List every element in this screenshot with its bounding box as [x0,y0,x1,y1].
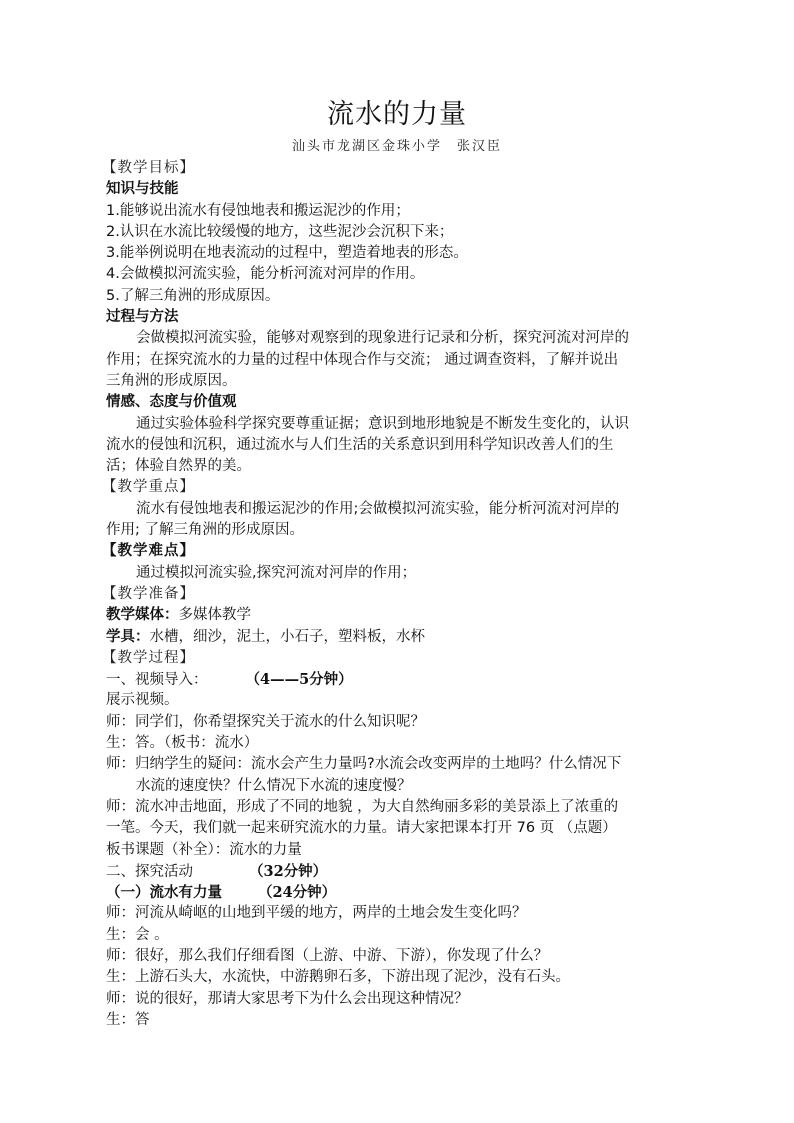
dialogue-line: 板书课题（补全）：流水的力量 [106,841,302,858]
part1-time: （4——5分钟） [245,671,353,689]
media-label: 教学媒体： [106,607,179,624]
media-line [106,605,696,626]
part1-label: 一、视频导入： [106,672,208,689]
teaching-process-heading: 【教学过程】 [102,649,195,666]
dialogue-line: 一笔。今天，我们就一起来研究流水的力量。请大家把课本打开 76 页 （点题） [106,820,617,837]
dialogue-line: 生：上游石头大，水流快，中游鹅卵石多，下游出现了泥沙，没有石头。 [106,969,570,986]
knowledge-item: 1.能够说出流水有侵蚀地表和搬运泥沙的作用； [106,202,410,219]
knowledge-item: 4.会做模拟河流实验，能分析河流对河岸的作用。 [106,266,425,283]
dialogue-line: 师：很好，那么我们仔细看图（上游、中游、下游），你发现了什么？ [106,947,549,964]
knowledge-item: 3.能举例说明在地表流动的过程中，塑造着地表的形态。 [106,245,468,262]
dialogue-line: 生：答。（板书：流水） [106,735,259,752]
paragraph-line: 通过模拟河流实验,探究河流对河岸的作用； [136,564,417,581]
paragraph-line: 会做模拟河流实验，能够对观察到的现象进行记录和分析，探究河流对河岸的 [136,330,629,347]
dialogue-line: 生：会 。 [106,926,169,943]
dialogue-line: 师：流水冲击地面，形成了不同的地貌 ，为大自然绚丽多彩的美景添上了浓重的 [106,798,619,815]
dialogue-line: 师：归纳学生的疑问：流水会产生力量吗?水流会改变两岸的土地吗？什么情况下 [106,756,622,773]
paragraph-line: 三角洲的形成原因。 [106,372,237,389]
dialogue-line: 展示视频。 [106,692,179,709]
paragraph-line: 作用；在探究流水的力量的过程中体现合作与交流； 通过调查资料，了解并说出 [106,351,619,368]
difficulties-heading: 【教学难点】 [102,543,195,560]
dialogue-line: 水流的速度快？什么情况下水流的速度慢？ [136,777,412,794]
preparation-heading: 【教学准备】 [102,585,195,602]
attitude-heading: 情感、态度与价值观 [106,394,237,411]
paragraph-line: 流水的侵蚀和沉积，通过流水与人们生活的关系意识到用科学知识改善人们的生 [106,436,614,453]
knowledge-item: 5.了解三角洲的形成原因。 [106,287,280,304]
dialogue-line: 生：答 [106,1011,150,1028]
part2-sub-heading [106,882,696,903]
knowledge-heading: 知识与技能 [106,181,179,198]
tools-label: 学具： [106,628,150,645]
paragraph-line: 流水有侵蚀地表和搬运泥沙的作用;会做模拟河流实验，能分析河流对河岸的 [136,500,620,517]
objectives-heading: 【教学目标】 [102,160,195,176]
knowledge-item: 2.认识在水流比较缓慢的地方，这些泥沙会沉积下来； [106,223,454,240]
document-title: 流水的力量 [327,99,467,130]
paragraph-line: 作用; 了解三角洲的形成原因。 [106,522,304,539]
dialogue-line: 师：河流从崎岖的山地到平缓的地方，两岸的土地会发生变化吗？ [106,905,527,922]
part2-sub-label: （一）流水有力量 [106,885,222,902]
media-value: 多媒体教学 [178,607,251,624]
part1-heading [106,669,696,690]
part2-time: （32分钟） [249,862,328,880]
document-body [102,158,696,1031]
dialogue-line: 师：说的很好，那请大家思考下为什么会出现这种情况？ [106,990,469,1007]
paragraph-line: 通过实验体验科学探究要尊重证据；意识到地形地貌是不断发生变化的，认识 [136,415,629,432]
document-author: 汕头市龙湖区金珠小学 张汉臣 [291,139,502,154]
part2-label: 二、探究活动 [106,863,193,880]
dialogue-line: 师：同学们，你希望探究关于流水的什么知识呢？ [106,713,425,730]
tools-value: 水槽，细沙，泥土，小石子，塑料板，水杯 [149,628,425,645]
tools-line [106,627,696,648]
key-points-heading: 【教学重点】 [102,479,195,496]
part2-sub-time: （24分钟） [258,884,337,902]
paragraph-line: 活；体验自然界的美。 [106,458,251,475]
part2-heading [106,861,696,882]
process-method-heading: 过程与方法 [106,309,179,326]
